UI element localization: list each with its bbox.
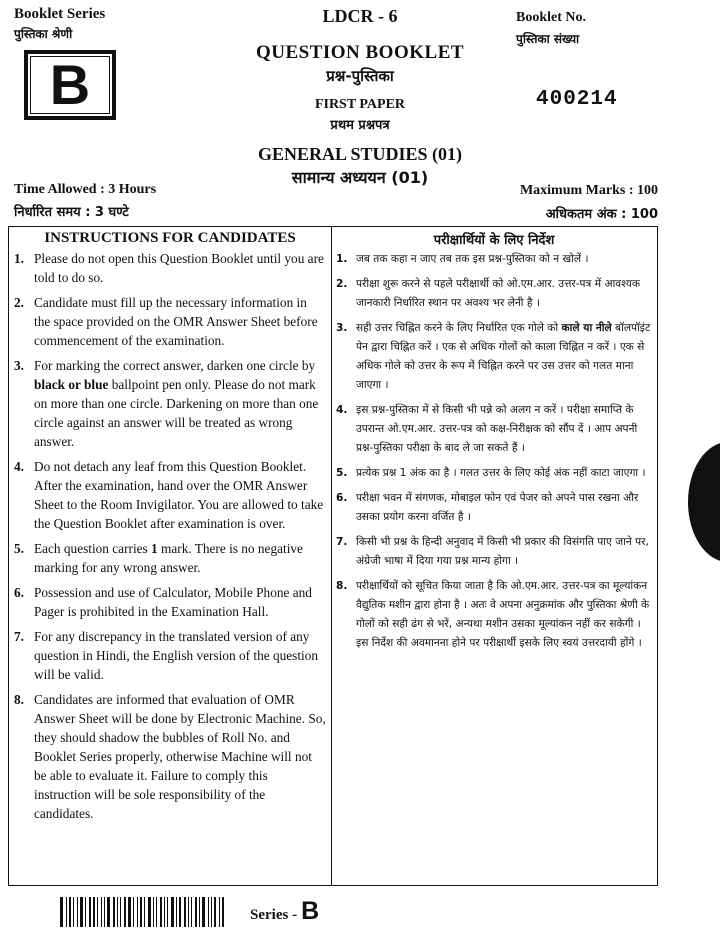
barcode-bar: [73, 897, 74, 927]
instruction-item-hi-6: 6. परीक्षा भवन में संगणक, मोबाइल फोन एवं पेजर को अपने पास रखना और उसका प्रयोग करना वर्जित है ।: [336, 492, 639, 523]
instruction-item-hi-4: 4. इस प्रश्न-पुस्तिका में से किसी भी पन्ने को अलग न करें । परीक्षा समाप्ति के उपरान्त ओ.एम.आर. उत्तर-पत्र को कक्ष-निरीक्षक को सौंप दें । आप अपनी प्रश्न-पुस्तिका परीक्षा के बाद ले जा सकते हैं ।: [336, 404, 638, 454]
maximum-marks: Maximum Marks : 100: [519, 183, 658, 198]
barcode: [60, 897, 240, 927]
column-divider: [331, 226, 332, 886]
barcode-bar: [120, 897, 121, 927]
barcode-bar: [171, 897, 174, 927]
barcode-bar: [137, 897, 138, 927]
barcode-bar: [156, 897, 157, 927]
subject-title-hindi: सामान्य अध्ययन (01): [291, 168, 429, 187]
footer-series-label: Series -: [250, 907, 298, 923]
barcode-bar: [80, 897, 83, 927]
time-allowed: Time Allowed : 3 Hours: [14, 182, 157, 197]
instructions-title: INSTRUCTIONS FOR CANDIDATES: [44, 230, 296, 246]
barcode-bar: [184, 897, 186, 927]
barcode-bar: [160, 897, 162, 927]
subject-title: GENERAL STUDIES (01): [257, 144, 463, 164]
barcode-bar: [93, 897, 95, 927]
barcode-bar: [124, 897, 126, 927]
barcode-bar: [199, 897, 200, 927]
barcode-bar: [89, 897, 91, 927]
barcode-bar: [176, 897, 177, 927]
instruction-item-hi-1: 1. जब तक कहा न जाए तब तक इस प्रश्न-पुस्तिका को न खोलें ।: [336, 253, 589, 265]
barcode-bar: [222, 897, 224, 927]
barcode-bar: [148, 897, 151, 927]
barcode-bar: [101, 897, 102, 927]
barcode-bar: [85, 897, 86, 927]
instruction-item-hi-3: 3. सही उत्तर चिह्नित करने के लिए निर्धारित एक गोले को काले या नीले बॉलपॉइंट पेन द्वारा चिह्नित करें । एक से अधिक गोलों को काला चिह्नित न करें । एक से अधिक गोले को उत्तर के रूप में चिह्नित करने पर उस उत्तर को गलत माना जाएगा ।: [336, 322, 651, 391]
side-registration-mark: [688, 442, 720, 562]
instruction-item-hi-7: 7. किसी भी प्रश्न के हिन्दी अनुवाद में किसी भी प्रकार की विसंगति पाए जाने पर, अंग्रेजी भाषा में दिया गया प्रश्न मान्य होगा ।: [336, 536, 649, 567]
barcode-bar: [208, 897, 209, 927]
barcode-bar: [97, 897, 98, 927]
footer-series-value: B: [301, 897, 320, 925]
booklet-number: 400214: [536, 88, 618, 111]
barcode-bar: [153, 897, 154, 927]
booklet-no-label-hindi: पुस्तिका संख्या: [516, 32, 580, 46]
barcode-bar: [164, 897, 165, 927]
barcode-bar: [219, 897, 220, 927]
paper-label-hindi: प्रथम प्रश्नपत्र: [330, 118, 390, 133]
exam-code: LDCR - 6: [322, 6, 398, 26]
booklet-no-label: Booklet No.: [516, 10, 586, 25]
instruction-item-hi-5: 5. प्रत्येक प्रश्न 1 अंक का है । गलत उत्तर के लिए कोई अंक नहीं काटा जाएगा ।: [336, 467, 646, 479]
instruction-item-hi-8: 8. परीक्षार्थियों को सूचित किया जाता है कि ओ.एम.आर. उत्तर-पत्र का मूल्यांकन वैद्युतिक मशीन द्वारा होना है । अतः वे अपना अनुक्रमांक और पुस्तिका श्रेणी के गोलों को सही ढंग से भरें, अन्यथा मशीन उसका मूल्यांकन नहीं कर सकेगी । इस निर्देश की अवमानना होने पर परीक्षार्थी इसके लिए स्वयं उत्तरदायी होंगे ।: [336, 580, 650, 649]
barcode-bar: [113, 897, 115, 927]
barcode-bar: [167, 897, 168, 927]
instructions-title-hindi: परीक्षार्थियों के लिए निर्देश: [433, 233, 555, 248]
instruction-item-3: 3. For marking the correct answer, darken one circle by black or blue ballpoint pen only. Please do not mark on more than one circle. Darkening on more than one circle against an answer will be treated as wrong answer.: [14, 358, 319, 449]
barcode-bar: [104, 897, 105, 927]
booklet-title-hindi: प्रश्न-पुस्तिका: [326, 67, 394, 85]
instruction-item-5: 5. Each question carries 1 mark. There is no negative marking for any wrong answer.: [14, 541, 303, 575]
barcode-bar: [211, 897, 212, 927]
booklet-series-label-hindi: पुस्तिका श्रेणी: [14, 27, 73, 41]
booklet-series-label: Booklet Series: [14, 6, 106, 22]
instruction-item-8: 8. Candidates are informed that evaluation of OMR Answer Sheet will be done by Electronic Machine. So, they should shadow the bubbles of Roll No. and Booklet Series properly, otherwise Machine will not be able to evaluate it. Failure to comply this instruction will be sole responsibility of the candidates.: [14, 692, 326, 821]
barcode-bar: [202, 897, 205, 927]
instructions-hindi: [336, 230, 652, 659]
barcode-bar: [214, 897, 216, 927]
barcode-bar: [133, 897, 134, 927]
booklet-title: QUESTION BOOKLET: [255, 42, 465, 63]
footer-series: [250, 897, 319, 926]
barcode-bar: [191, 897, 192, 927]
barcode-bar: [144, 897, 145, 927]
barcode-bar: [66, 897, 67, 927]
barcode-bar: [128, 897, 131, 927]
maximum-marks-hindi: अधिकतम अंक : 100: [545, 207, 658, 222]
series-letter: B: [30, 56, 110, 114]
barcode-bar: [60, 897, 63, 927]
barcode-bar: [179, 897, 181, 927]
instruction-item-4: 4. Do not detach any leaf from this Question Booklet. After the examination, hand over the OMR Answer Sheet to the Room Invigilator. You are allowed to take the Question Booklet after examination is over.: [14, 459, 324, 531]
time-allowed-hindi: निर्धारित समय : 3 घण्टे: [14, 205, 129, 220]
barcode-bar: [117, 897, 118, 927]
instruction-item-6: 6. Possession and use of Calculator, Mobile Phone and Pager is prohibited in the Examination Hall.: [14, 585, 312, 619]
barcode-bar: [140, 897, 142, 927]
instruction-item-2: 2. Candidate must fill up the necessary information in the space provided on the OMR Answer Sheet before commencement of the examination.: [14, 295, 318, 348]
instructions-english: [14, 230, 326, 829]
barcode-bar: [77, 897, 78, 927]
instruction-item-7: 7. For any discrepancy in the translated version of any question in Hindi, the English version of the question will be valid.: [14, 629, 319, 682]
barcode-bar: [107, 897, 110, 927]
barcode-bar: [188, 897, 189, 927]
instruction-item-1: 1. Please do not open this Question Booklet until you are told to do so.: [14, 251, 324, 285]
paper-label: FIRST PAPER: [314, 97, 406, 112]
barcode-bar: [195, 897, 197, 927]
barcode-bar: [69, 897, 71, 927]
instruction-item-hi-2: 2. परीक्षा शुरू करने से पहले परीक्षार्थी को ओ.एम.आर. उत्तर-पत्र में आवश्यक जानकारी निर्धारित स्थान पर अवश्य भर लेनी है ।: [336, 278, 640, 309]
